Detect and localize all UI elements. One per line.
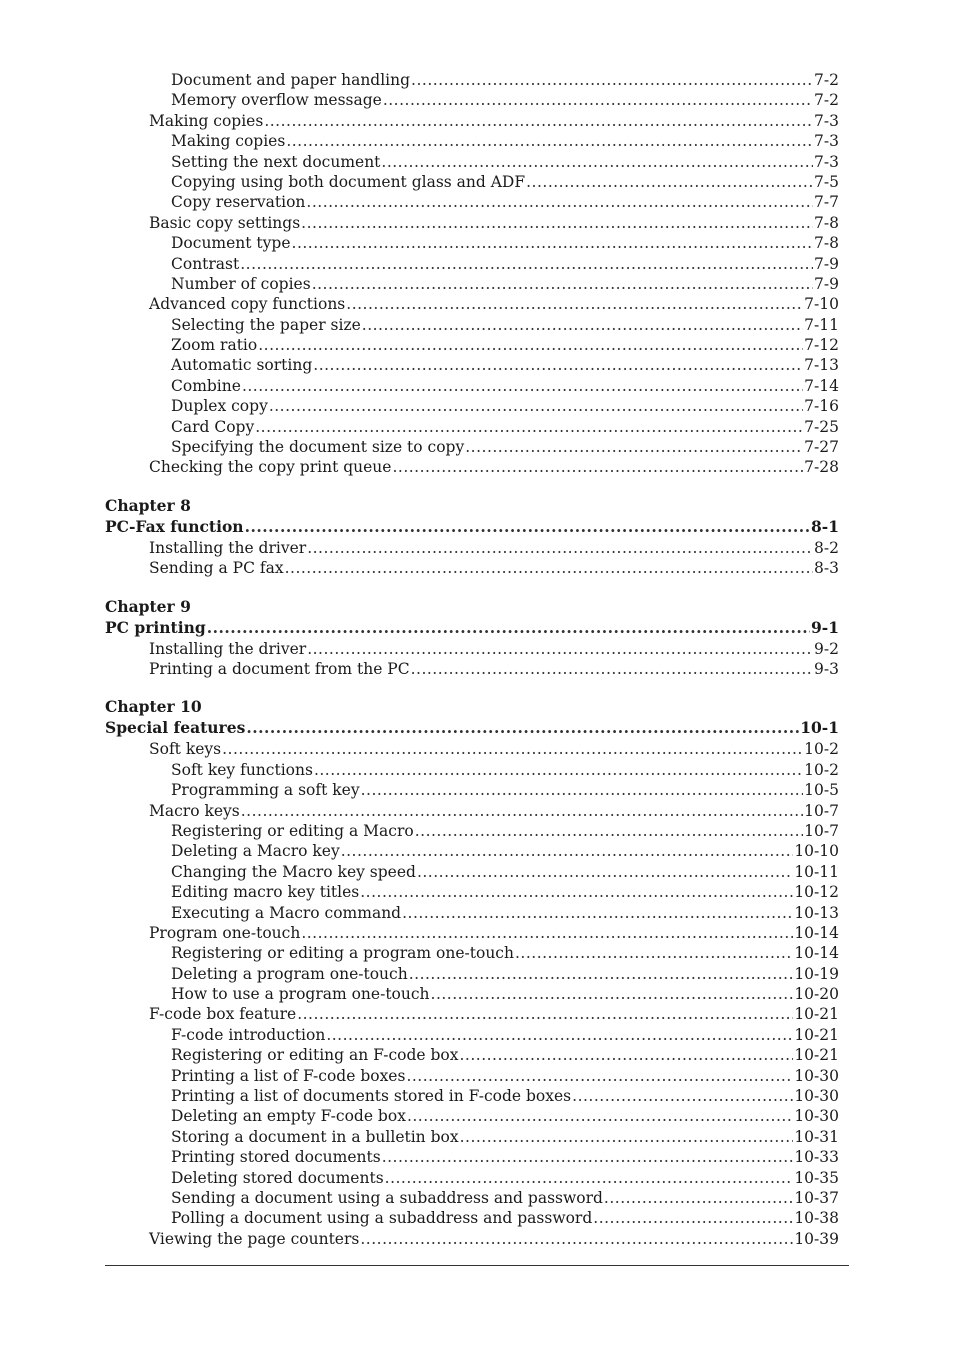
dot-leader [341,841,794,861]
toc-subsection-entry[interactable] [105,335,839,355]
dot-leader [381,152,813,172]
chapter-title-row[interactable] [105,617,839,639]
dot-leader [572,1086,793,1106]
page-number: 7-8 [814,213,839,232]
dot-leader [402,903,793,923]
page-number: 10-2 [804,740,839,759]
toc-subsection-entry[interactable] [105,396,839,416]
page-number: 10-33 [794,1148,839,1167]
toc-subsection-entry[interactable] [105,152,839,172]
toc-subsection-entry[interactable] [105,943,839,963]
dot-leader [326,1025,793,1045]
entry-title: Contrast [171,254,240,273]
dot-leader [604,1188,793,1208]
dot-leader [314,760,803,780]
page-number: 10-14 [794,923,839,942]
page-number: 8-3 [814,559,839,578]
toc-subsection-entry[interactable] [105,315,839,335]
toc-section-entry[interactable] [105,639,839,659]
page-number: 7-2 [814,91,839,110]
page-number: 7-3 [814,111,839,130]
page-number: 10-39 [794,1229,839,1248]
dot-leader [407,1106,793,1126]
entry-title: Registering or editing an F-code box [171,1046,459,1065]
page-number: 9-3 [814,659,839,678]
entry-title: Installing the driver [149,538,307,557]
page-number: 10-30 [794,1066,839,1085]
toc-section-entry[interactable] [105,538,839,558]
page-number: 10-7 [804,821,839,840]
entry-title: Making copies [149,111,264,130]
page-number: 10-13 [794,903,839,922]
page-number: 7-14 [804,376,839,395]
dot-leader [222,739,803,759]
page-number: 7-25 [804,417,839,436]
dot-leader [411,70,813,90]
toc-subsection-entry[interactable] [105,1188,839,1208]
dot-leader [301,923,793,943]
entry-title: F-code introduction [171,1025,326,1044]
page-number: 10-35 [794,1168,839,1187]
chapter-title: PC-Fax function [105,516,244,536]
page-number: 10-14 [794,944,839,963]
entry-title: Printing stored documents [171,1148,381,1167]
dot-leader [360,1229,793,1249]
page-number: 10-19 [794,964,839,983]
entry-title: Registering or editing a Macro [171,821,414,840]
toc-subsection-entry[interactable] [105,233,839,253]
dot-leader [269,396,803,416]
dot-leader [286,131,813,151]
page-number: 7-27 [804,438,839,457]
entry-title: Specifying the document size to copy [171,438,465,457]
entry-title: Deleting a program one-touch [171,964,408,983]
entry-title: Combine [171,376,241,395]
toc-subsection-entry[interactable] [105,90,839,110]
entry-title: Storing a document in a bulletin box [171,1127,459,1146]
toc-subsection-entry[interactable] [105,903,839,923]
toc-subsection-entry[interactable] [105,862,839,882]
dot-leader [297,1004,793,1024]
page-number: 10-7 [804,801,839,820]
entry-title: Setting the next document [171,152,381,171]
dot-leader [306,192,813,212]
toc-subsection-entry[interactable] [105,1208,839,1228]
page-number: 10-31 [794,1127,839,1146]
page-number: 10-38 [794,1209,839,1228]
entry-title: Deleting stored documents [171,1168,384,1187]
dot-leader [526,172,813,192]
dot-leader [409,964,794,984]
page-number: 10-5 [804,781,839,800]
toc-section-entry[interactable] [105,558,839,578]
dot-leader [460,1045,794,1065]
page-number: 7-11 [804,315,839,334]
page-number: 7-7 [814,193,839,212]
entry-title: Soft key functions [171,760,313,779]
entry-title: Printing a list of documents stored in F-code boxes [171,1087,572,1106]
entry-title: Document and paper handling [171,71,411,89]
dot-leader [593,1208,793,1228]
page-number: 10-21 [794,1005,839,1024]
toc-subsection-entry[interactable] [105,1147,839,1167]
entry-title: Basic copy settings [149,213,301,232]
toc-section-entry[interactable] [105,294,839,314]
entry-title: Changing the Macro key speed [171,862,416,881]
toc-subsection-entry[interactable] [105,1168,839,1188]
toc-section-entry[interactable] [105,739,839,759]
chapter-title: PC printing [105,617,206,637]
dot-leader [313,355,803,375]
toc-section-entry[interactable] [105,457,839,477]
entry-title: Advanced copy functions [149,295,346,314]
chapter-label: Chapter 8 [105,495,191,515]
toc-subsection-entry[interactable] [105,821,839,841]
toc-subsection-entry[interactable] [105,192,839,212]
entry-title: Deleting a Macro key [171,842,340,861]
entry-title: Zoom ratio [171,336,258,355]
toc-subsection-entry[interactable] [105,376,839,396]
entry-title: Printing a document from the PC [149,659,410,678]
chapter-title: Special features [105,718,246,738]
dot-leader [285,558,813,578]
dot-leader [360,882,793,902]
entry-title: Card Copy [171,417,255,436]
dot-leader [258,335,803,355]
toc-section-entry[interactable] [105,923,839,943]
toc-subsection-entry[interactable] [105,172,839,192]
dot-leader [307,538,813,558]
page-number: 7-3 [814,132,839,151]
entry-title: Memory overflow message [171,91,382,110]
toc-subsection-entry[interactable] [105,1127,839,1147]
dot-leader [392,457,803,477]
page-number: 10-1 [800,718,839,738]
dot-leader [240,254,813,274]
page-number: 7-12 [804,336,839,355]
page-number: 10-2 [804,760,839,779]
page-number: 10-30 [794,1107,839,1126]
entry-title: Making copies [171,132,286,151]
page-number: 7-16 [804,397,839,416]
dot-leader [460,1127,794,1147]
dot-leader [246,717,799,739]
page-number: 10-30 [794,1087,839,1106]
entry-title: Duplex copy [171,397,268,416]
entry-title: Automatic sorting [171,356,313,375]
entry-title: Checking the copy print queue [149,458,392,477]
page-number: 7-2 [814,71,839,89]
toc-section-entry[interactable] [105,1229,839,1249]
dot-leader [264,111,813,131]
chapter-label: Chapter 10 [105,697,202,717]
toc-subsection-entry[interactable] [105,254,839,274]
table-of-contents [105,70,839,1249]
toc-section-entry[interactable] [105,801,839,821]
toc-section-entry[interactable] [105,1004,839,1024]
dot-leader [383,90,813,110]
entry-title: How to use a program one-touch [171,985,430,1004]
dot-leader [207,617,810,639]
toc-subsection-entry[interactable] [105,1066,839,1086]
chapter-title-row[interactable] [105,516,839,538]
page-number: 10-21 [794,1046,839,1065]
toc-subsection-entry[interactable] [105,780,839,800]
dot-leader [431,984,794,1004]
entry-title: Program one-touch [149,923,301,942]
toc-subsection-entry[interactable] [105,882,839,902]
entry-title: Printing a list of F-code boxes [171,1066,406,1085]
entry-title: Viewing the page counters [149,1229,360,1248]
entry-title: Executing a Macro command [171,903,402,922]
page-number: 10-10 [794,842,839,861]
page-number: 7-28 [804,458,839,477]
toc-subsection-entry[interactable] [105,1045,839,1065]
dot-leader [415,821,803,841]
toc-subsection-entry[interactable] [105,274,839,294]
toc-subsection-entry[interactable] [105,70,839,90]
entry-title: Programming a soft key [171,781,360,800]
page-number: 10-37 [794,1188,839,1207]
dot-leader [312,274,813,294]
toc-section-entry[interactable] [105,659,839,679]
page-number: 7-13 [804,356,839,375]
page-number: 9-2 [814,639,839,658]
dot-leader [515,943,793,963]
chapter-label: Chapter 9 [105,596,191,616]
entry-title: Sending a document using a subaddress and password [171,1188,603,1207]
dot-leader [362,315,803,335]
chapter-title-row[interactable] [105,717,839,739]
dot-leader [301,213,813,233]
dot-leader [406,1066,793,1086]
page-number: 7-8 [814,234,839,253]
toc-subsection-entry[interactable] [105,1106,839,1126]
page-number: 8-1 [810,516,839,536]
entry-title: Registering or editing a program one-touch [171,944,514,963]
dot-leader [242,376,803,396]
entry-title: Macro keys [149,801,240,820]
entry-title: Copying using both document glass and ADF [171,172,526,191]
entry-title: Polling a document using a subaddress and password [171,1209,593,1228]
page-number: 10-21 [794,1025,839,1044]
toc-subsection-entry[interactable] [105,1025,839,1045]
entry-title: Sending a PC fax [149,559,284,578]
toc-section-entry[interactable] [105,213,839,233]
dot-leader [307,639,813,659]
page-number: 10-12 [794,883,839,902]
page-number: 7-10 [804,295,839,314]
entry-title: Number of copies [171,274,311,293]
page-number: 10-11 [794,862,839,881]
dot-leader [361,780,804,800]
page-number: 8-2 [814,538,839,557]
toc-subsection-entry[interactable] [105,760,839,780]
page-number: 7-9 [814,254,839,273]
entry-title: Selecting the paper size [171,315,361,334]
toc-subsection-entry[interactable] [105,131,839,151]
toc-subsection-entry[interactable] [105,964,839,984]
dot-leader [417,862,793,882]
page-number: 9-1 [810,617,839,637]
toc-section-entry[interactable] [105,111,839,131]
entry-title: Editing macro key titles [171,883,360,902]
toc-subsection-entry[interactable] [105,355,839,375]
toc-subsection-entry[interactable] [105,1086,839,1106]
toc-subsection-entry[interactable] [105,417,839,437]
dot-leader [292,233,814,253]
entry-title: Copy reservation [171,193,306,212]
dot-leader [241,801,803,821]
dot-leader [385,1168,794,1188]
entry-title: Deleting an empty F-code box [171,1107,406,1126]
page-number: 10-20 [794,985,839,1004]
toc-subsection-entry[interactable] [105,984,839,1004]
bottom-rule [105,1265,849,1266]
dot-leader [411,659,813,679]
toc-subsection-entry[interactable] [105,841,839,861]
dot-leader [465,437,803,457]
entry-title: F-code box feature [149,1005,297,1024]
dot-leader [382,1147,794,1167]
page-number: 7-3 [814,152,839,171]
entry-title: Soft keys [149,740,222,759]
page-number: 7-9 [814,274,839,293]
entry-title: Installing the driver [149,639,307,658]
entry-title: Document type [171,234,291,253]
dot-leader [255,417,803,437]
dot-leader [346,294,803,314]
page-number: 7-5 [814,172,839,191]
dot-leader [245,516,810,538]
toc-subsection-entry[interactable] [105,437,839,457]
